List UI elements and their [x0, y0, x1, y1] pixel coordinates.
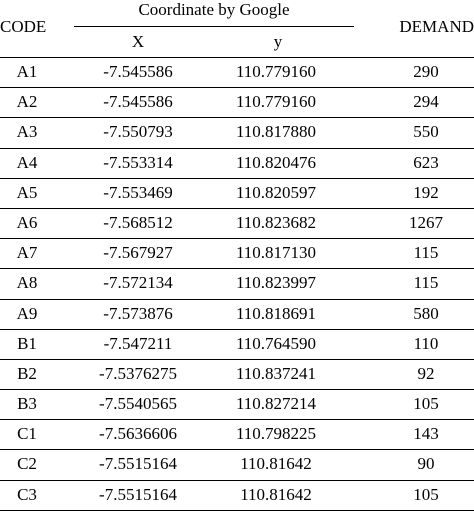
header-coordinate-group: Coordinate by Google	[138, 0, 290, 19]
cell-x: -7.5636606	[99, 424, 177, 444]
cell-code: A9	[16, 303, 38, 323]
table-row	[0, 269, 474, 299]
table-row	[0, 360, 474, 390]
cell-y: 110.817880	[235, 122, 317, 142]
cell-y: 110.820597	[235, 182, 317, 202]
cell-y: 110.81642	[240, 454, 312, 474]
header-x: X	[131, 32, 145, 51]
cell-code: C1	[17, 424, 37, 444]
cell-code: A2	[16, 92, 38, 112]
table-row	[0, 88, 474, 118]
cell-code: B3	[17, 394, 37, 414]
cell-x: -7.5540565	[99, 394, 177, 414]
group-underline	[74, 26, 354, 27]
cell-x: -7.5515164	[99, 454, 177, 474]
cell-x: -7.547211	[103, 333, 173, 353]
cell-code: A4	[16, 152, 38, 172]
cell-y: 110.827214	[235, 394, 317, 414]
cell-code: C2	[17, 454, 37, 474]
cell-demand: 105	[413, 484, 439, 504]
cell-code: A7	[16, 243, 38, 263]
cell-demand: 92	[417, 363, 435, 383]
table-body	[0, 58, 474, 511]
header-demand: DEMAND	[399, 17, 474, 36]
cell-demand: 90	[417, 454, 435, 474]
cell-demand: 550	[413, 122, 439, 142]
cell-x: -7.5515164	[99, 484, 177, 504]
cell-x: -7.545586	[103, 92, 173, 112]
table-row	[0, 300, 474, 330]
cell-x: -7.5376275	[99, 363, 177, 383]
header-y: y	[273, 32, 283, 51]
cell-x: -7.550793	[103, 122, 173, 142]
header-code: CODE	[0, 17, 47, 36]
cell-y: 110.823997	[235, 273, 317, 293]
cell-code: A3	[16, 122, 38, 142]
cell-y: 110.823682	[235, 212, 317, 232]
cell-demand: 143	[413, 424, 439, 444]
cell-y: 110.764590	[235, 333, 317, 353]
cell-code: A5	[16, 182, 38, 202]
cell-demand: 1267	[409, 212, 443, 232]
cell-y: 110.779160	[235, 92, 317, 112]
cell-code: A8	[16, 273, 38, 293]
cell-demand: 115	[413, 243, 439, 263]
cell-demand: 623	[413, 152, 439, 172]
table-row	[0, 330, 474, 360]
cell-code: A1	[16, 62, 38, 81]
cell-code: A6	[16, 212, 38, 232]
table-row	[0, 58, 474, 88]
cell-x: -7.572134	[103, 273, 173, 293]
cell-code: B2	[17, 363, 37, 383]
cell-y: 110.820476	[235, 152, 317, 172]
cell-demand: 110	[413, 333, 439, 353]
cell-x: -7.568512	[103, 212, 173, 232]
cell-x: -7.573876	[103, 303, 173, 323]
cell-code: B1	[17, 333, 37, 353]
table-row	[0, 179, 474, 209]
cell-y: 110.81642	[240, 484, 312, 504]
cell-x: -7.553314	[103, 152, 173, 172]
cell-demand: 105	[413, 394, 439, 414]
table-row	[0, 450, 474, 480]
cell-x: -7.545586	[103, 62, 173, 81]
cell-code: C3	[17, 484, 37, 504]
cell-y: 110.817130	[235, 243, 317, 263]
table-row	[0, 209, 474, 239]
cell-demand: 294	[413, 92, 439, 112]
table-row	[0, 149, 474, 179]
cell-demand: 580	[413, 303, 439, 323]
cell-demand: 115	[413, 273, 439, 293]
table-row	[0, 481, 474, 511]
cell-demand: 192	[413, 182, 439, 202]
table-row	[0, 118, 474, 148]
cell-x: -7.567927	[103, 243, 173, 263]
cell-demand: 290	[413, 62, 439, 81]
table-row	[0, 420, 474, 450]
cell-y: 110.837241	[235, 363, 317, 383]
cell-y: 110.818691	[235, 303, 317, 323]
cell-x: -7.553469	[103, 182, 173, 202]
table-row	[0, 390, 474, 420]
cell-y: 110.798225	[235, 424, 317, 444]
table-row	[0, 239, 474, 269]
cell-y: 110.779160	[235, 62, 317, 81]
